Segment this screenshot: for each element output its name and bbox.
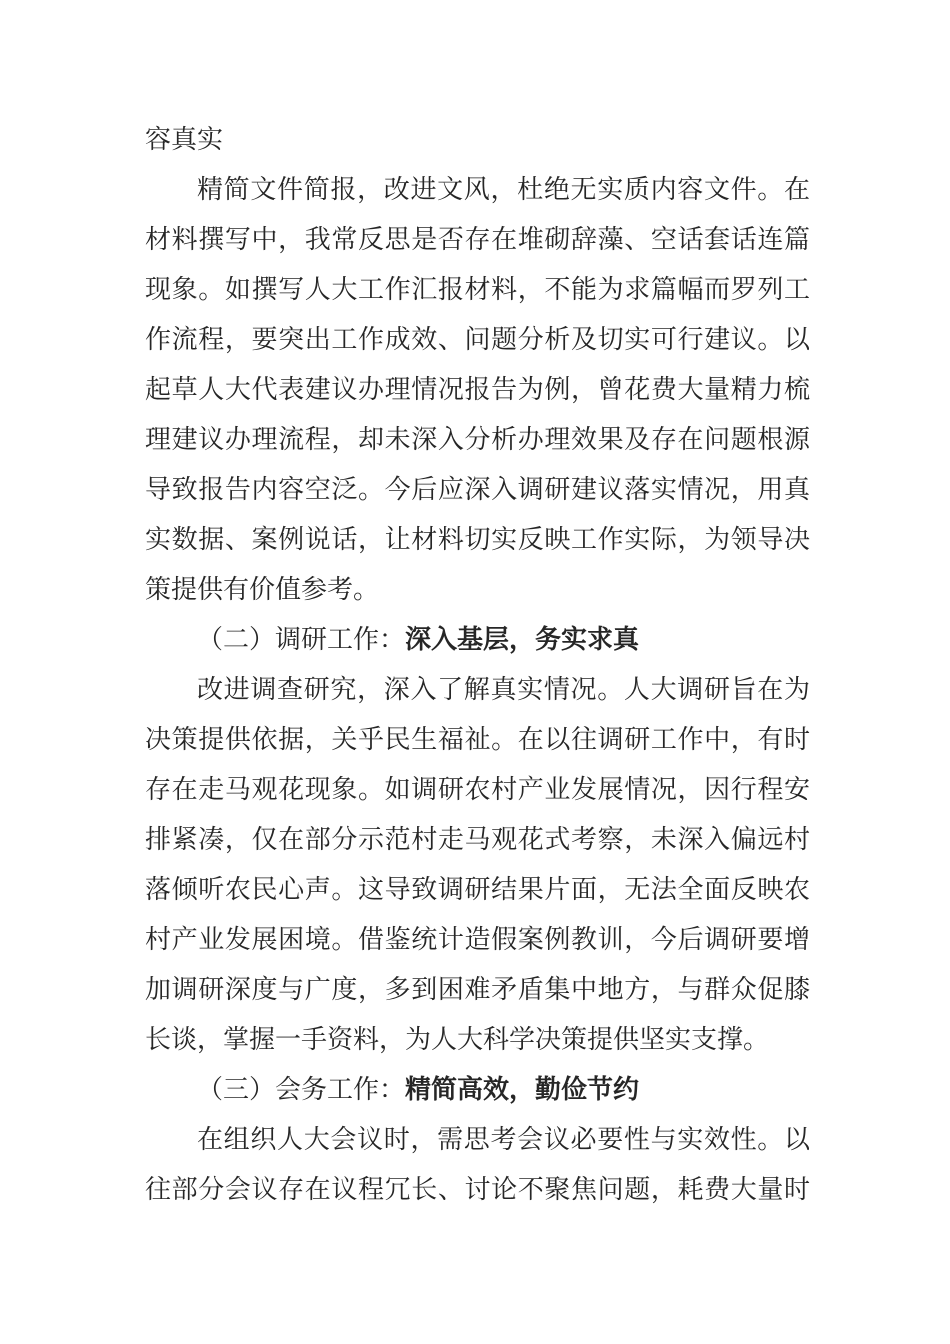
section-heading-prefix: （二）调研工作： [197, 625, 406, 654]
paragraph-line: 材料撰写中，我常反思是否存在堆砌辞藻、空话套话连篇 [145, 225, 810, 254]
paragraph-line: 作流程，要突出工作成效、问题分析及切实可行建议。以 [145, 325, 810, 354]
paragraph-line: 加调研深度与广度，多到困难矛盾集中地方，与群众促膝 [145, 975, 810, 1004]
paragraph-tail-line: 容真实 [145, 125, 224, 154]
section-heading-emphasis: 精简高效，勤俭节约 [405, 1075, 640, 1104]
section-heading-emphasis: 深入基层，务实求真 [405, 625, 640, 654]
paragraph-line: 存在走马观花现象。如调研农村产业发展情况，因行程安 [145, 775, 810, 804]
paragraph-line: 现象。如撰写人大工作汇报材料，不能为求篇幅而罗列工 [145, 275, 810, 304]
paragraph-line: 改进调查研究，深入了解真实情况。人大调研旨在为 [197, 675, 810, 704]
paragraph-last-line: 长谈，掌握一手资料，为人大科学决策提供坚实支撑。 [145, 1025, 770, 1054]
paragraph-line: 村产业发展困境。借鉴统计造假案例教训，今后调研要增 [145, 925, 810, 954]
paragraph-line: 导致报告内容空泛。今后应深入调研建议落实情况，用真 [145, 475, 810, 504]
paragraph-line: 起草人大代表建议办理情况报告为例，曾花费大量精力梳 [145, 375, 810, 404]
section-heading-2 [145, 615, 810, 665]
paragraph-line: 理建议办理流程，却未深入分析办理效果及存在问题根源 [145, 425, 810, 454]
paragraph-line: 精简文件简报，改进文风，杜绝无实质内容文件。在 [197, 175, 810, 204]
section-heading-prefix: （三）会务工作： [197, 1075, 406, 1104]
paragraph-line: 落倾听农民心声。这导致调研结果片面，无法全面反映农 [145, 875, 810, 904]
section-heading-3 [145, 1065, 810, 1115]
paragraph-line: 在组织人大会议时，需思考会议必要性与实效性。以 [197, 1125, 810, 1154]
paragraph-line: 往部分会议存在议程冗长、讨论不聚焦问题，耗费大量时 [145, 1175, 810, 1204]
paragraph-line: 决策提供依据，关乎民生福祉。在以往调研工作中，有时 [145, 725, 810, 754]
paragraph-line: 实数据、案例说话，让材料切实反映工作实际，为领导决 [145, 525, 810, 554]
paragraph-line: 排紧凑，仅在部分示范村走马观花式考察，未深入偏远村 [145, 825, 810, 854]
paragraph-last-line: 策提供有价值参考。 [145, 575, 380, 604]
document-text-area [145, 115, 810, 1215]
